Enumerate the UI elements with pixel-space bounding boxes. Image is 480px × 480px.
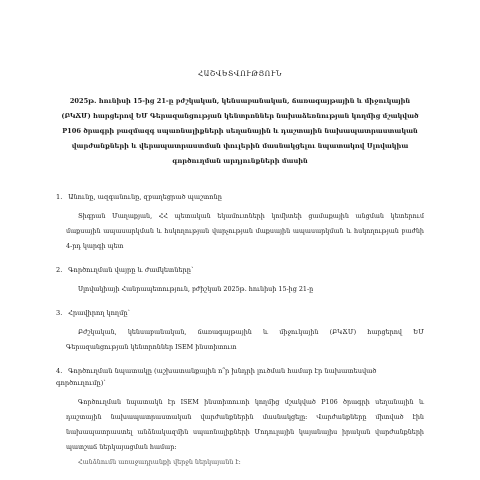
section-heading-text: Գործուղման վայրը և ժամկետները՝ — [68, 266, 194, 274]
section-heading — [56, 365, 424, 389]
section-number: 3. — [56, 309, 63, 317]
trailing-text: Հանձնումն առաջադրանքի վերջն ներկայանն է: — [78, 458, 241, 466]
section-body: Գործուղման նպատակն էր ISEM ինստիտուտի կողմից մշակված P106 ծրագրի սեղանային և դաշտային նախապատրաստական վարժանքներին մասնակցելը: Վարժանքները միտված էին նախապատրաստել անձնակազմին սպառնալիքների Մոդուլային կայանայիս իրական վարժանքների պատշաճ ներկայացման համար: — [66, 398, 424, 451]
section-2 — [56, 264, 424, 297]
section-1 — [56, 191, 424, 254]
section-heading-text: Գործուղման նպատակը (աշխատանքային ո՞ր խնդրի լուծման համար էր նախատեսված գործուղումը)՝ — [56, 367, 377, 387]
section-heading-text: Հրավիրող կողմը՝ — [68, 309, 130, 317]
section-number: 4. — [56, 367, 63, 375]
section-heading — [56, 191, 424, 203]
section-heading-text: Անունը, ազգանունը, զբաղեցրած պաշտոնը — [68, 193, 222, 201]
section-4 — [56, 365, 424, 470]
section-body: Բժշկական, կենսաբանական, ճառագայթային և միջուկային (ԲԿՃՄ) հարցերով ԵՄ Գերազանցության կենտրոններ ISEM ինստիտուտ — [66, 328, 424, 351]
section-heading — [56, 264, 424, 276]
section-heading — [56, 307, 424, 319]
section-3 — [56, 307, 424, 355]
section-body: Տիգրան Մաղաքյան, ՀՀ պետական եկամուտների կոմիտեի ցամաքային անցման կետերում մաքսային ապասարկման և հսկողության վարչության մաքսային ապասարկման և հսկողության բաժնի 4-րդ կարգի պետ — [66, 212, 424, 250]
section-body: Սլովակիայի Հանրապետություն, բժիշկան 2025թ. հունիսի 15-ից 21-ը — [78, 285, 314, 293]
section-number: 2. — [56, 266, 63, 274]
section-number: 1. — [56, 193, 63, 201]
document-title: ՀԱՇՎԵՏՎՈՒԹՅՈՒՆ — [197, 70, 283, 78]
document-subtitle: 2025թ. հունիսի 15-ից 21-ը բժշկական, կենսաբանական, ճառագայթային և միջուկային (ԲԿՃՄ) հարցերով ԵՄ Գերազանցության կենտրոններ նախաձեռնության կողմից մշակված P106 ծրագրի բազմազգ սպառնալիքների սեղանային և դաշտային նախապատրաստական վարժանքների և վերապատրաստման փուլերին մասնակցելու նպատակով Սլովակիա գործուղման արդյունքների մասին — [61, 97, 419, 165]
